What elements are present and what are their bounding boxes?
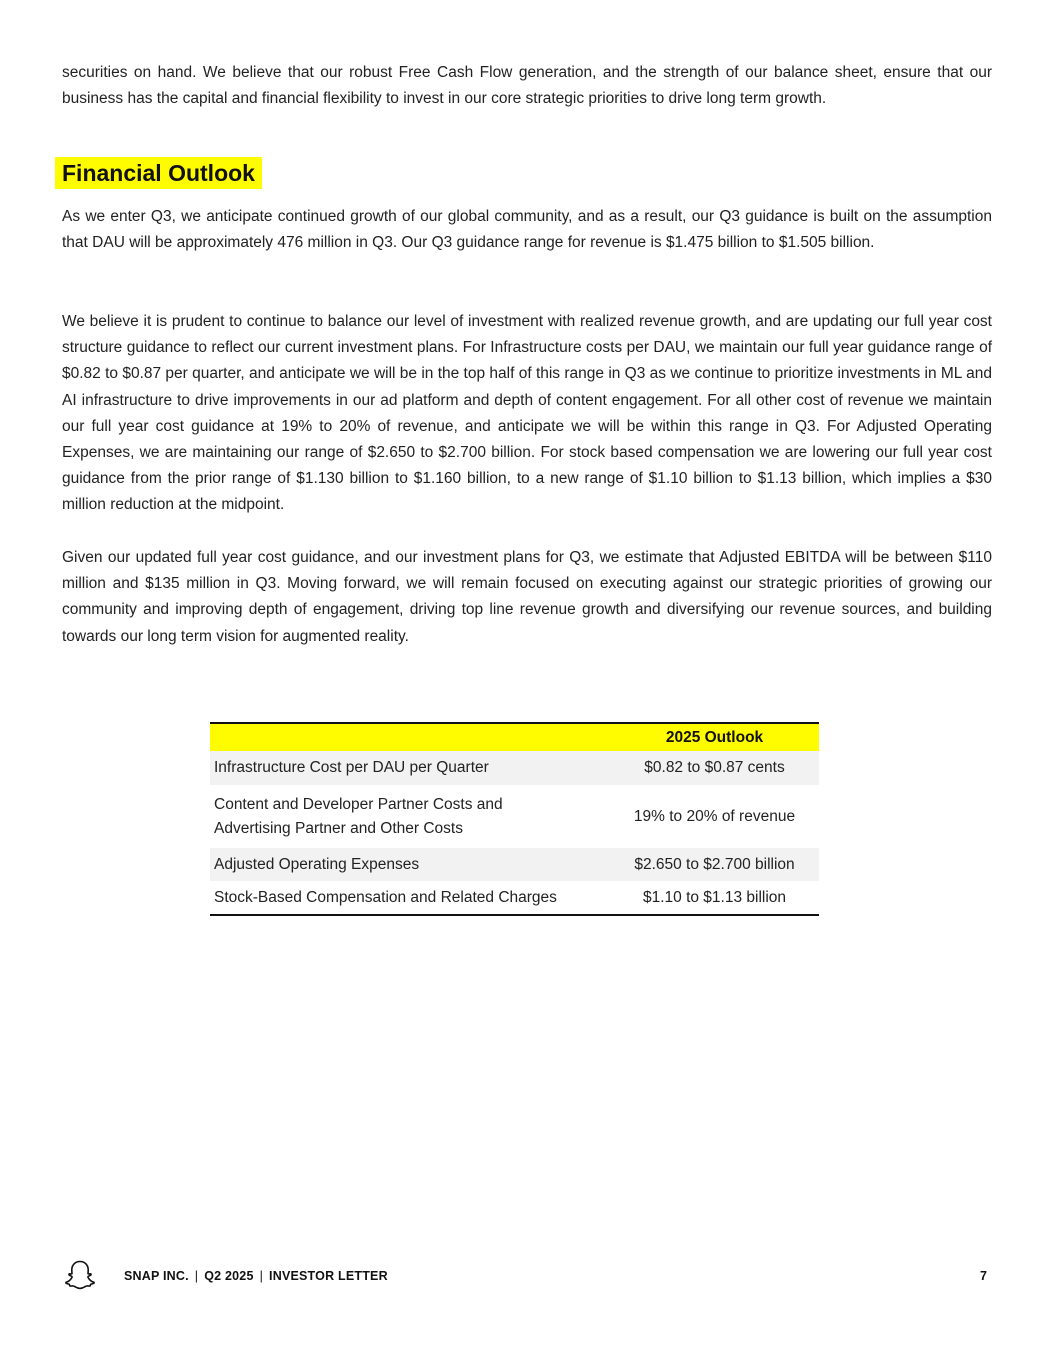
table-header-outlook: 2025 Outlook [665,728,764,746]
outlook-table [210,722,819,916]
outlook-paragraph-3: Given our updated full year cost guidance, and our investment plans for Q3, we estimate that Adjusted EBITDA will be between $110 million and $135 million in Q3. Moving forward, we will remain focused on executing against our strategic priorities of growing our community and improving depth of engagement, driving top line revenue growth and diversifying our revenue sources, and building towards our long term vision for augmented reality. [62,549,992,645]
footer-label [124,1269,388,1283]
row-value: $2.650 to $2.700 billion [634,855,795,873]
row-label: Infrastructure Cost per DAU per Quarter [214,759,489,776]
section-heading: Financial Outlook [55,157,262,189]
row-value: 19% to 20% of revenue [633,807,796,825]
footer-document: INVESTOR LETTER [269,1269,388,1283]
row-label-line-1: Content and Developer Partner Costs and [214,795,503,813]
table-row [210,881,819,915]
row-value: $1.10 to $1.13 billion [642,888,787,906]
row-label [210,785,610,848]
table-row [210,751,819,785]
footer-company: SNAP INC. [124,1269,189,1283]
table-row [210,848,819,881]
footer-separator: | [194,1269,199,1283]
footer-separator: | [259,1269,264,1283]
row-label: Stock-Based Compensation and Related Charges [214,888,557,906]
row-value: $0.82 to $0.87 cents [644,759,785,776]
outlook-paragraph-1: As we enter Q3, we anticipate continued growth of our global community, and as a result, our Q3 guidance is built on the assumption that DAU will be approximately 476 million in Q3. Our Q3 guidance range for revenue is $1.475 billion to $1.505 billion. [62,208,992,252]
table-header-row [210,723,819,751]
page-number: 7 [980,1269,987,1283]
intro-paragraph: securities on hand. We believe that our robust Free Cash Flow generation, and the strength of our balance sheet, ensure that our business has the capital and financial flexibility to invest in our core strategic priorities to drive long term growth. [62,64,992,108]
footer-quarter: Q2 2025 [204,1269,254,1283]
table-row [210,785,819,848]
row-label: Adjusted Operating Expenses [214,855,420,873]
table-header-empty [210,723,610,751]
snapchat-ghost-icon [62,1258,98,1294]
row-label-line-2: Advertising Partner and Other Costs [214,819,463,837]
outlook-paragraph-2: We believe it is prudent to continue to balance our level of investment with realized revenue growth, and are updating our full year cost structure guidance to reflect our current investment plans. For Infrastructure costs per DAU, we maintain our full year guidance range of $0.82 to $0.87 per quarter, and anticipate we will be in the top half of this range in Q3 as we continue to prioritize investments in ML and AI infrastructure to drive improvements in our ad platform and depth of content engagement. For all other cost of revenue we maintain our full year cost guidance at 19% to 20% of revenue, and anticipate we will be within this range in Q3. For Adjusted Operating Expenses, we are maintaining our range of $2.650 to $2.700 billion. For stock based compensation we are lowering our full year cost guidance from the prior range of $1.130 billion to $1.160 billion, to a new range of $1.10 billion to $1.13 billion, which implies a $30 million reduction at the midpoint. [62,313,992,514]
page-footer [62,1258,992,1296]
